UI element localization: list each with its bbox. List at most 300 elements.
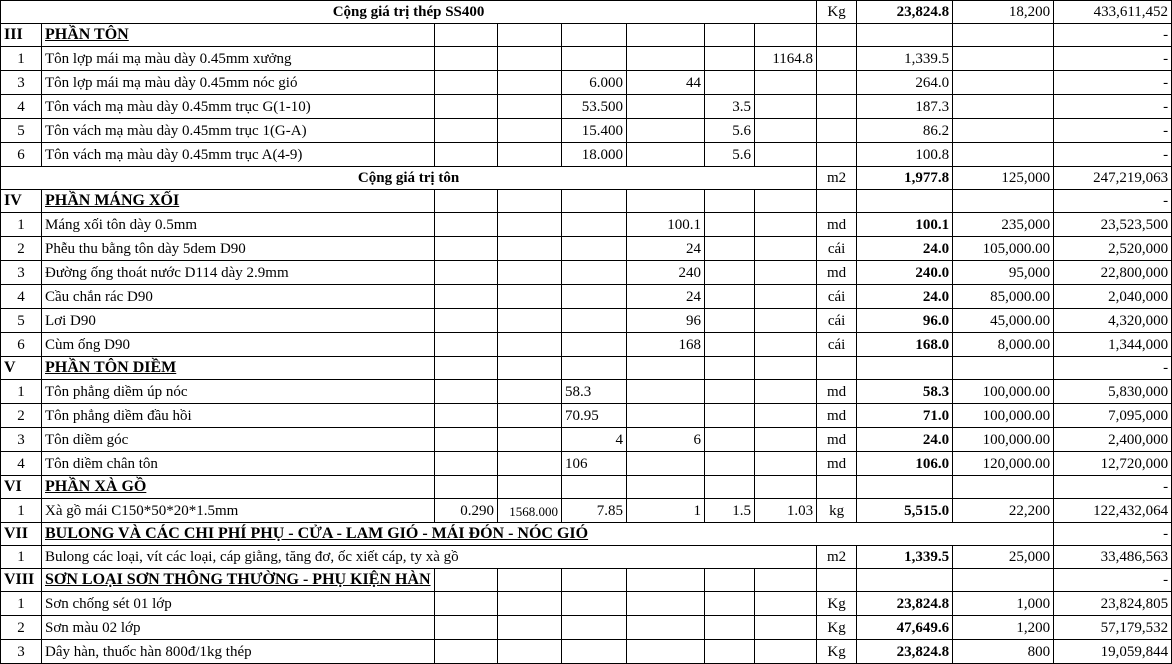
factor-cell-4: 96	[627, 309, 705, 333]
factor-cell-1	[435, 143, 498, 167]
amount-cell: -	[1054, 569, 1172, 592]
section-title: PHẦN MÁNG XỐI	[45, 192, 180, 209]
unit-cell: Kg	[817, 592, 857, 616]
amount-cell: -	[1054, 523, 1172, 546]
factor-cell-3: 6.000	[562, 71, 627, 95]
description-cell: Tôn vách mạ màu dày 0.45mm trục G(1-10)	[42, 95, 435, 119]
empty-cell	[562, 24, 627, 47]
description-cell: Lơi D90	[42, 309, 435, 333]
description-cell: Tôn vách mạ màu dày 0.45mm trục 1(G-A)	[42, 119, 435, 143]
factor-cell-2	[498, 404, 562, 428]
empty-cell	[562, 190, 627, 213]
table-row	[1, 119, 1172, 143]
quantity-cell: 23,824.8	[857, 1, 953, 24]
factor-cell-4	[627, 404, 705, 428]
factor-cell-5: 5.6	[705, 143, 755, 167]
factor-cell-1	[435, 285, 498, 309]
factor-cell-4	[627, 47, 705, 71]
table-row	[1, 285, 1172, 309]
quantity-cell: 240.0	[857, 261, 953, 285]
factor-cell-3: 70.95	[562, 404, 627, 428]
description-cell: Tôn diềm chân tôn	[42, 452, 435, 476]
factor-cell-4: 1	[627, 499, 705, 523]
section-header-row	[1, 476, 1172, 499]
empty-cell	[857, 569, 953, 592]
unit-cell: Kg	[817, 640, 857, 664]
unit-cell	[817, 71, 857, 95]
empty-cell	[498, 24, 562, 47]
row-number: 2	[1, 404, 42, 428]
empty-cell	[755, 569, 817, 592]
factor-cell-6: 1164.8	[755, 47, 817, 71]
unit-price-cell: 22,200	[953, 499, 1054, 523]
factor-cell-1	[435, 404, 498, 428]
empty-cell	[817, 24, 857, 47]
section-title: SƠN LOẠI SƠN THÔNG THƯỜNG - PHỤ KIỆN HÀN	[45, 571, 431, 588]
empty-cell	[435, 24, 498, 47]
description-cell: Tôn phẳng diềm úp nóc	[42, 380, 435, 404]
empty-cell	[817, 190, 857, 213]
unit-cell: cái	[817, 309, 857, 333]
factor-cell-4: 100.1	[627, 213, 705, 237]
amount-cell: -	[1054, 476, 1172, 499]
factor-cell-1	[435, 47, 498, 71]
section-title: PHẦN TÔN	[45, 26, 129, 43]
factor-cell-5	[705, 404, 755, 428]
unit-cell: m2	[817, 167, 857, 190]
table-row	[1, 499, 1172, 523]
factor-cell-5	[705, 285, 755, 309]
factor-cell-1	[435, 616, 498, 640]
table-row	[1, 333, 1172, 357]
factor-cell-4: 44	[627, 71, 705, 95]
table-row	[1, 452, 1172, 476]
empty-cell	[562, 476, 627, 499]
factor-cell-5	[705, 592, 755, 616]
unit-cell: Kg	[817, 616, 857, 640]
row-number: 4	[1, 95, 42, 119]
empty-cell	[705, 476, 755, 499]
section-number: VII	[1, 523, 42, 546]
factor-cell-2	[498, 95, 562, 119]
empty-cell	[627, 24, 705, 47]
table-row	[1, 71, 1172, 95]
factor-cell-1	[435, 95, 498, 119]
factor-cell-3: 53.500	[562, 95, 627, 119]
subtotal-row	[1, 1, 1172, 24]
quantity-cell: 47,649.6	[857, 616, 953, 640]
amount-cell: 5,830,000	[1054, 380, 1172, 404]
description-cell: Cùm ống D90	[42, 333, 435, 357]
factor-cell-3: 15.400	[562, 119, 627, 143]
unit-price-cell: 8,000.00	[953, 333, 1054, 357]
empty-cell	[953, 569, 1054, 592]
description-cell: Tôn diềm góc	[42, 428, 435, 452]
table-row	[1, 616, 1172, 640]
table-row	[1, 546, 1172, 569]
factor-cell-1	[435, 640, 498, 664]
factor-cell-6	[755, 592, 817, 616]
unit-cell	[817, 47, 857, 71]
row-number: 5	[1, 119, 42, 143]
factor-cell-5: 3.5	[705, 95, 755, 119]
section-header-row	[1, 190, 1172, 213]
description-cell: Dây hàn, thuốc hàn 800đ/1kg thép	[42, 640, 435, 664]
unit-price-cell: 100,000.00	[953, 404, 1054, 428]
unit-cell	[817, 95, 857, 119]
factor-cell-5: 5.6	[705, 119, 755, 143]
factor-cell-3	[562, 309, 627, 333]
empty-cell	[755, 476, 817, 499]
factor-cell-4	[627, 119, 705, 143]
empty-cell	[435, 357, 498, 380]
factor-cell-4	[627, 452, 705, 476]
factor-cell-5	[705, 640, 755, 664]
empty-cell	[857, 190, 953, 213]
quantity-cell: 1,977.8	[857, 167, 953, 190]
unit-price-cell: 125,000	[953, 167, 1054, 190]
empty-cell	[953, 24, 1054, 47]
unit-cell: md	[817, 213, 857, 237]
unit-cell: cái	[817, 237, 857, 261]
factor-cell-5	[705, 452, 755, 476]
factor-cell-6	[755, 380, 817, 404]
empty-cell	[627, 476, 705, 499]
factor-cell-1	[435, 592, 498, 616]
section-title-cell	[42, 190, 435, 213]
factor-cell-6	[755, 452, 817, 476]
row-number: 1	[1, 499, 42, 523]
unit-cell: md	[817, 452, 857, 476]
row-number: 2	[1, 237, 42, 261]
amount-cell: 122,432,064	[1054, 499, 1172, 523]
section-header-row	[1, 24, 1172, 47]
factor-cell-6	[755, 119, 817, 143]
section-number: VI	[1, 476, 42, 499]
row-number: 6	[1, 333, 42, 357]
description-cell: Xà gồ mái C150*50*20*1.5mm	[42, 499, 435, 523]
factor-cell-2	[498, 616, 562, 640]
amount-cell: 7,095,000	[1054, 404, 1172, 428]
table-row	[1, 428, 1172, 452]
section-number: V	[1, 357, 42, 380]
factor-cell-1	[435, 380, 498, 404]
factor-cell-6	[755, 237, 817, 261]
section-title: PHẦN XÀ GỒ	[45, 478, 147, 495]
amount-cell: 1,344,000	[1054, 333, 1172, 357]
quantity-cell: 5,515.0	[857, 499, 953, 523]
factor-cell-3	[562, 616, 627, 640]
empty-cell	[627, 569, 705, 592]
factor-cell-1	[435, 261, 498, 285]
factor-cell-3: 7.85	[562, 499, 627, 523]
empty-cell	[435, 569, 498, 592]
factor-cell-6: 1.03	[755, 499, 817, 523]
unit-price-cell	[953, 71, 1054, 95]
quantity-cell: 24.0	[857, 285, 953, 309]
factor-cell-1	[435, 333, 498, 357]
factor-cell-2	[498, 261, 562, 285]
factor-cell-2	[498, 640, 562, 664]
factor-cell-3	[562, 640, 627, 664]
factor-cell-4	[627, 640, 705, 664]
factor-cell-6	[755, 261, 817, 285]
factor-cell-3	[562, 285, 627, 309]
factor-cell-3	[562, 213, 627, 237]
unit-cell: cái	[817, 333, 857, 357]
quantity-cell: 1,339.5	[857, 47, 953, 71]
quantity-cell: 86.2	[857, 119, 953, 143]
empty-cell	[953, 190, 1054, 213]
unit-cell: m2	[817, 546, 857, 569]
factor-cell-1	[435, 237, 498, 261]
unit-price-cell: 100,000.00	[953, 428, 1054, 452]
quantity-cell: 168.0	[857, 333, 953, 357]
factor-cell-2	[498, 237, 562, 261]
section-title-cell	[42, 24, 435, 47]
empty-cell	[857, 24, 953, 47]
factor-cell-5	[705, 616, 755, 640]
unit-cell: md	[817, 428, 857, 452]
factor-cell-2	[498, 592, 562, 616]
section-header-row	[1, 523, 1172, 546]
factor-cell-6	[755, 71, 817, 95]
amount-cell: 2,400,000	[1054, 428, 1172, 452]
amount-cell: 19,059,844	[1054, 640, 1172, 664]
description-cell: Phễu thu bằng tôn dày 5dem D90	[42, 237, 435, 261]
amount-cell: 4,320,000	[1054, 309, 1172, 333]
row-number: 3	[1, 428, 42, 452]
amount-cell: -	[1054, 71, 1172, 95]
factor-cell-4: 24	[627, 285, 705, 309]
amount-cell: -	[1054, 143, 1172, 167]
section-header-row	[1, 357, 1172, 380]
factor-cell-3	[562, 47, 627, 71]
factor-cell-2	[498, 309, 562, 333]
factor-cell-6	[755, 213, 817, 237]
factor-cell-3	[562, 237, 627, 261]
section-number: IV	[1, 190, 42, 213]
empty-cell	[705, 357, 755, 380]
section-number: VIII	[1, 569, 42, 592]
quantity-cell: 264.0	[857, 71, 953, 95]
section-title-cell	[42, 569, 435, 592]
empty-cell	[705, 24, 755, 47]
amount-cell: -	[1054, 119, 1172, 143]
factor-cell-3	[562, 333, 627, 357]
row-number: 3	[1, 71, 42, 95]
factor-cell-3: 58.3	[562, 380, 627, 404]
factor-cell-4: 6	[627, 428, 705, 452]
amount-cell: -	[1054, 95, 1172, 119]
factor-cell-3: 4	[562, 428, 627, 452]
factor-cell-6	[755, 404, 817, 428]
row-number: 1	[1, 380, 42, 404]
amount-cell: 23,523,500	[1054, 213, 1172, 237]
section-title: BULONG VÀ CÁC CHI PHÍ PHỤ - CỬA - LAM GIÓ - MÁI ĐÓN - NÓC GIÓ	[45, 525, 589, 542]
empty-cell	[498, 357, 562, 380]
table-row	[1, 640, 1172, 664]
factor-cell-6	[755, 95, 817, 119]
factor-cell-5	[705, 237, 755, 261]
unit-price-cell: 18,200	[953, 1, 1054, 24]
factor-cell-5	[705, 380, 755, 404]
table-row	[1, 404, 1172, 428]
quantity-cell: 100.8	[857, 143, 953, 167]
unit-cell: md	[817, 380, 857, 404]
description-cell: Tôn lợp mái mạ màu dày 0.45mm xưởng	[42, 47, 435, 71]
factor-cell-5	[705, 47, 755, 71]
row-number: 1	[1, 213, 42, 237]
factor-cell-5	[705, 261, 755, 285]
amount-cell: 23,824,805	[1054, 592, 1172, 616]
quantity-cell: 71.0	[857, 404, 953, 428]
empty-cell	[755, 24, 817, 47]
factor-cell-1	[435, 309, 498, 333]
empty-cell	[435, 190, 498, 213]
table-row	[1, 213, 1172, 237]
factor-cell-6	[755, 428, 817, 452]
section-title-cell	[42, 523, 1054, 546]
factor-cell-3	[562, 592, 627, 616]
factor-cell-1	[435, 428, 498, 452]
row-number: 2	[1, 616, 42, 640]
quantity-cell: 23,824.8	[857, 592, 953, 616]
factor-cell-5	[705, 71, 755, 95]
factor-cell-6	[755, 309, 817, 333]
factor-cell-4: 168	[627, 333, 705, 357]
unit-cell: md	[817, 261, 857, 285]
row-number: 4	[1, 452, 42, 476]
amount-cell: 22,800,000	[1054, 261, 1172, 285]
section-title-cell	[42, 357, 435, 380]
unit-price-cell	[953, 95, 1054, 119]
unit-price-cell: 85,000.00	[953, 285, 1054, 309]
factor-cell-5	[705, 333, 755, 357]
row-number: 1	[1, 592, 42, 616]
quantity-cell: 24.0	[857, 237, 953, 261]
amount-cell: 433,611,452	[1054, 1, 1172, 24]
amount-cell: 247,219,063	[1054, 167, 1172, 190]
table-row	[1, 95, 1172, 119]
description-cell: Sơn chống sét 01 lớp	[42, 592, 435, 616]
unit-price-cell	[953, 119, 1054, 143]
factor-cell-2	[498, 143, 562, 167]
unit-price-cell: 45,000.00	[953, 309, 1054, 333]
amount-cell: -	[1054, 190, 1172, 213]
unit-cell	[817, 143, 857, 167]
factor-cell-5: 1.5	[705, 499, 755, 523]
quantity-cell: 106.0	[857, 452, 953, 476]
factor-cell-1	[435, 71, 498, 95]
factor-cell-2	[498, 380, 562, 404]
factor-cell-2	[498, 452, 562, 476]
quantity-cell: 187.3	[857, 95, 953, 119]
table-row	[1, 261, 1172, 285]
factor-cell-3: 106	[562, 452, 627, 476]
unit-cell: cái	[817, 285, 857, 309]
factor-cell-4	[627, 380, 705, 404]
unit-cell	[817, 119, 857, 143]
unit-cell: Kg	[817, 1, 857, 24]
table-row	[1, 309, 1172, 333]
table-body	[1, 1, 1172, 664]
empty-cell	[857, 476, 953, 499]
amount-cell: 2,520,000	[1054, 237, 1172, 261]
description-cell: Cầu chắn rác D90	[42, 285, 435, 309]
amount-cell: 33,486,563	[1054, 546, 1172, 569]
subtotal-row	[1, 167, 1172, 190]
subtotal-label: Cộng giá trị tôn	[1, 167, 817, 190]
factor-cell-2	[498, 333, 562, 357]
factor-cell-1	[435, 452, 498, 476]
empty-cell	[857, 357, 953, 380]
unit-price-cell: 120,000.00	[953, 452, 1054, 476]
empty-cell	[562, 357, 627, 380]
unit-price-cell: 235,000	[953, 213, 1054, 237]
factor-cell-5	[705, 309, 755, 333]
amount-cell: -	[1054, 47, 1172, 71]
empty-cell	[627, 190, 705, 213]
subtotal-label: Cộng giá trị thép SS400	[1, 1, 817, 24]
factor-cell-1	[435, 213, 498, 237]
empty-cell	[755, 357, 817, 380]
empty-cell	[817, 569, 857, 592]
description-cell: Tôn lợp mái mạ màu dày 0.45mm nóc gió	[42, 71, 435, 95]
description-cell: Sơn màu 02 lớp	[42, 616, 435, 640]
row-number: 3	[1, 640, 42, 664]
description-cell: Tôn vách mạ màu dày 0.45mm trục A(4-9)	[42, 143, 435, 167]
factor-cell-2: 1568.000	[498, 499, 562, 523]
empty-cell	[953, 476, 1054, 499]
section-title: PHẦN TÔN DIỀM	[45, 359, 177, 376]
factor-cell-4: 240	[627, 261, 705, 285]
factor-cell-2	[498, 213, 562, 237]
factor-cell-6	[755, 143, 817, 167]
row-number: 1	[1, 47, 42, 71]
empty-cell	[498, 190, 562, 213]
description-cell: Bulong các loại, vít các loại, cáp giằng, tăng đơ, ốc xiết cáp, ty xà gồ	[42, 546, 817, 569]
empty-cell	[705, 569, 755, 592]
unit-price-cell: 800	[953, 640, 1054, 664]
description-cell: Máng xối tôn dày 0.5mm	[42, 213, 435, 237]
quantity-cell: 23,824.8	[857, 640, 953, 664]
empty-cell	[498, 476, 562, 499]
row-number: 4	[1, 285, 42, 309]
empty-cell	[953, 357, 1054, 380]
empty-cell	[817, 476, 857, 499]
factor-cell-2	[498, 428, 562, 452]
table-row	[1, 380, 1172, 404]
section-header-row	[1, 569, 1172, 592]
amount-cell: -	[1054, 357, 1172, 380]
row-number: 3	[1, 261, 42, 285]
empty-cell	[562, 569, 627, 592]
quantity-cell: 58.3	[857, 380, 953, 404]
factor-cell-4	[627, 592, 705, 616]
quantity-cell: 24.0	[857, 428, 953, 452]
factor-cell-2	[498, 119, 562, 143]
section-number: III	[1, 24, 42, 47]
table-row	[1, 47, 1172, 71]
factor-cell-2	[498, 285, 562, 309]
empty-cell	[498, 569, 562, 592]
unit-price-cell: 100,000.00	[953, 380, 1054, 404]
factor-cell-2	[498, 47, 562, 71]
factor-cell-6	[755, 616, 817, 640]
unit-cell: kg	[817, 499, 857, 523]
factor-cell-5	[705, 213, 755, 237]
